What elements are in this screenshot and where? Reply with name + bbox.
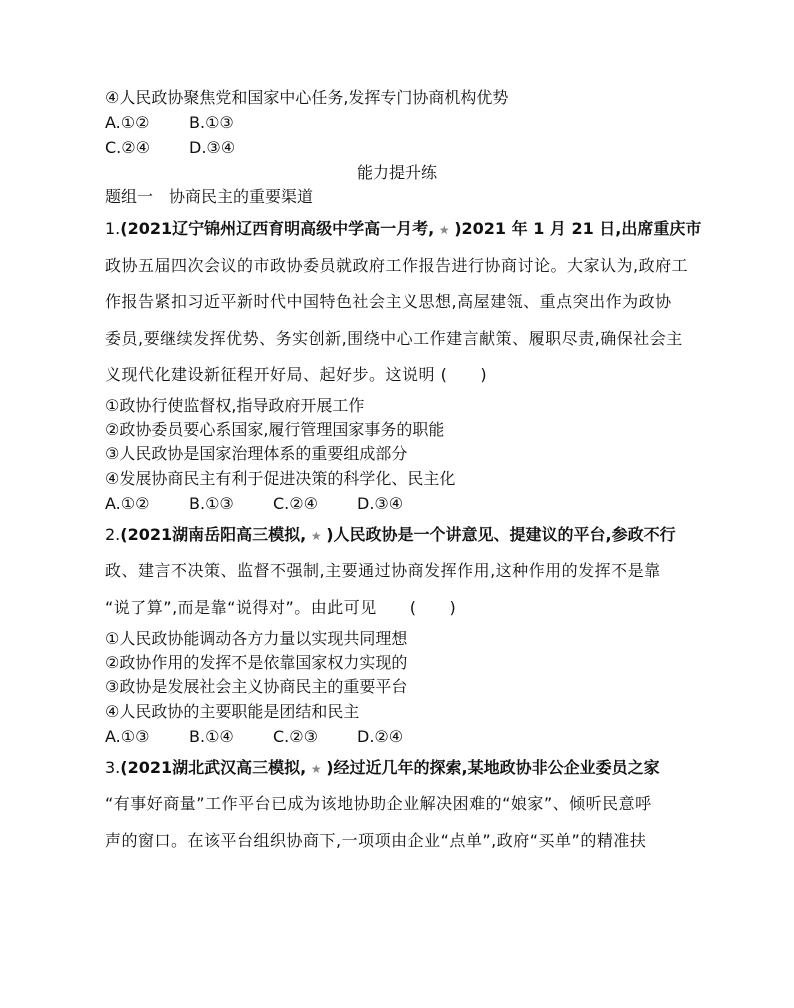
question-1-line-1 bbox=[105, 219, 705, 240]
question-number: 3. bbox=[105, 758, 121, 777]
choice-line: ④人民政协聚焦党和国家中心任务,发挥专门协商机构优势 bbox=[105, 88, 509, 107]
option-a: A.①② bbox=[105, 113, 150, 132]
difficulty-star-icon: ★ bbox=[310, 762, 322, 776]
question-2-line-1 bbox=[105, 525, 705, 546]
question-1-options bbox=[105, 494, 705, 514]
option-c: C.②③ bbox=[273, 727, 318, 746]
question-1-choice: ①政协行使监督权,指导政府开展工作 bbox=[105, 396, 365, 415]
option-c: C.②④ bbox=[273, 494, 318, 513]
question-2-choice: ②政协作用的发挥不是依靠国家权力实现的 bbox=[105, 653, 408, 672]
question-3-line-2: “有事好商量”工作平台已成为该地协助企业解决困难的“娘家”、倾听民意呼 bbox=[105, 794, 652, 813]
question-number: 1. bbox=[105, 219, 121, 238]
option-d: D.③④ bbox=[357, 494, 404, 513]
section-title: 能力提升练 bbox=[356, 163, 437, 182]
question-2-choice: ①人民政协能调动各方力量以实现共同理想 bbox=[105, 629, 408, 648]
question-2-options bbox=[105, 727, 705, 747]
question-1-line-3: 作报告紧扣习近平新时代中国特色社会主义思想,高屋建瓴、重点突出作为政协 bbox=[105, 292, 672, 311]
question-source: (2021湖南岳阳高三模拟, bbox=[120, 525, 307, 544]
difficulty-star-icon: ★ bbox=[310, 529, 322, 543]
question-3-line-1 bbox=[105, 758, 705, 779]
options-row-1 bbox=[105, 113, 705, 133]
question-stem: )2021 年 1 月 21 日,出席重庆市 bbox=[454, 219, 702, 238]
question-3-line-3: 声的窗口。在该平台组织协商下,一项项由企业“点单”,政府“买单”的精准扶 bbox=[105, 831, 647, 850]
options-row-2 bbox=[105, 138, 705, 158]
question-2-line-2: 政、建言不决策、监督不强制,主要通过协商发挥作用,这种作用的发挥不是靠 bbox=[105, 561, 661, 580]
question-1-choice: ②政协委员要心系国家,履行管理国家事务的职能 bbox=[105, 420, 445, 439]
option-b: B.①④ bbox=[189, 727, 234, 746]
question-stem: )人民政协是一个讲意见、提建议的平台,参政不行 bbox=[326, 525, 676, 544]
question-source: (2021湖北武汉高三模拟, bbox=[120, 758, 307, 777]
question-1-choice: ④发展协商民主有利于促进决策的科学化、民主化 bbox=[105, 469, 456, 488]
topic-heading: 题组一 协商民主的重要渠道 bbox=[105, 187, 314, 206]
question-1-line-4: 委员,要继续发挥优势、务实创新,围绕中心工作建言献策、履职尽责,确保社会主 bbox=[105, 329, 683, 348]
option-b: B.①③ bbox=[189, 113, 234, 132]
option-d: D.②④ bbox=[357, 727, 404, 746]
question-2-choice: ③政协是发展社会主义协商民主的重要平台 bbox=[105, 677, 408, 696]
question-source: (2021辽宁锦州辽西育明高级中学高一月考, bbox=[120, 219, 435, 238]
question-1-line-2: 政协五届四次会议的市政协委员就政府工作报告进行协商讨论。大家认为,政府工 bbox=[105, 256, 689, 275]
question-number: 2. bbox=[105, 525, 121, 544]
question-2-line-3: “说了算”,而是靠“说得对”。由此可见 ( ) bbox=[105, 598, 457, 617]
option-b: B.①③ bbox=[189, 494, 234, 513]
question-1-line-5: 义现代化建设新征程开好局、起好步。这说明 ( ) bbox=[105, 365, 488, 384]
question-1-choice: ③人民政协是国家治理体系的重要组成部分 bbox=[105, 444, 408, 463]
question-2-choice: ④人民政协的主要职能是团结和民主 bbox=[105, 702, 360, 721]
option-a: A.①③ bbox=[105, 727, 150, 746]
question-stem: )经过近几年的探索,某地政协非公企业委员之家 bbox=[326, 758, 660, 777]
option-d: D.③④ bbox=[189, 138, 236, 157]
difficulty-star-icon: ★ bbox=[438, 223, 450, 237]
option-c: C.②④ bbox=[105, 138, 150, 157]
option-a: A.①② bbox=[105, 494, 150, 513]
